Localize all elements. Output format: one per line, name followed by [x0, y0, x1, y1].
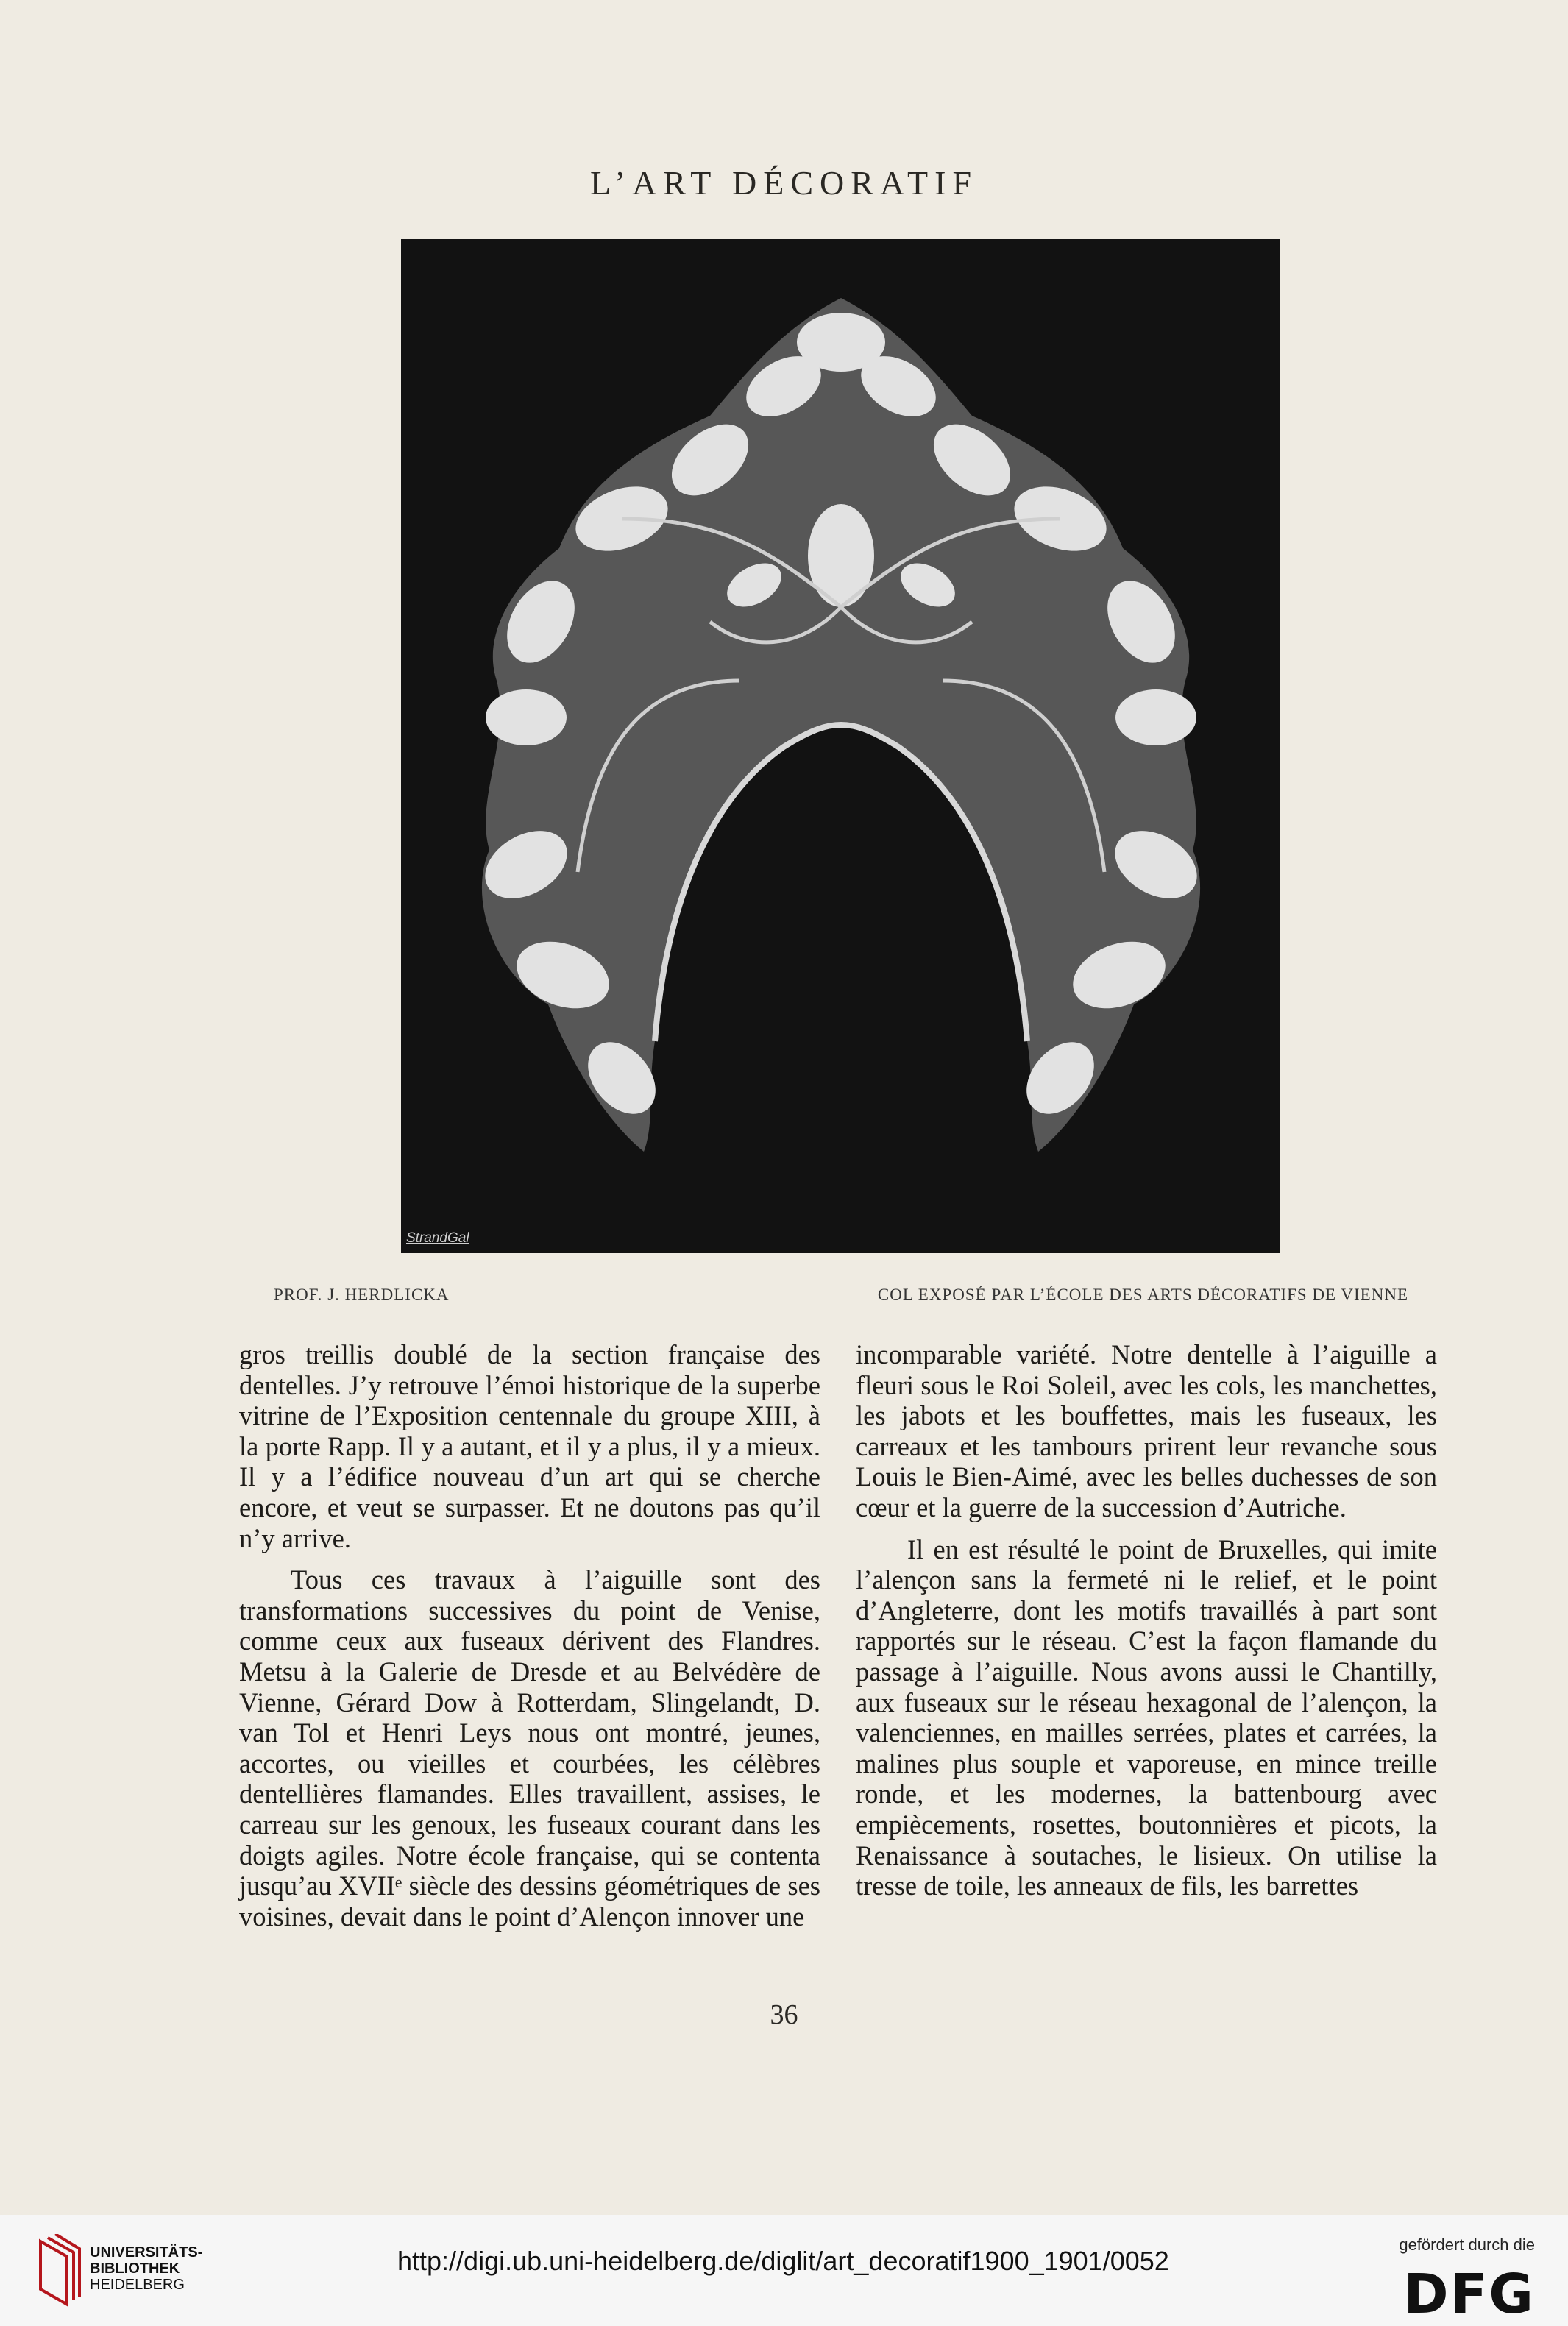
engraver-mark: StrandGal — [406, 1230, 469, 1246]
running-title: L’ART DÉCORATIF — [589, 164, 979, 202]
text-column-right — [856, 1339, 1437, 1901]
library-name-line: UNIVERSITÄTS- — [90, 2244, 203, 2261]
caption-artist: PROF. J. HERDLICKA — [274, 1286, 450, 1304]
library-name-line: HEIDELBERG — [90, 2277, 185, 2293]
dfg-logo: DFG — [1403, 2263, 1535, 2326]
university-library-logo-icon — [37, 2234, 81, 2308]
digitization-footer — [0, 2215, 1568, 2326]
page-number: 36 — [770, 1999, 798, 2030]
paragraph: Il en est résulté le point de Bruxelles, qui imite l’alençon sans la fermeté ni le relief, et le point d’Angleterre, dont les motifs travaillés à part sont rapportés sur le réseau. C’est la façon flamande du passage à l’aiguille. Nous avons aussi le Chantilly, aux fuseaux sur le réseau hexagonal de l’alençon, la valenciennes, en mailles serrées, plates et carrées, la malines plus souple et vaporeuse, en mince treille ronde, et les modernes, la battenbourg avec empiècements, rosettes, boutonnières et picots, la Renaissance à soutaches, le lisieux. On utilise la tresse de toile, les anneaux de fils, les barrettes — [856, 1533, 1437, 1901]
paragraph: gros treillis doublé de la section française des dentelles. J’y retrouve l’émoi historique de la superbe vitrine de l’Exposition centennale du groupe XIII, à la porte Rapp. Il y a autant, et il y a plus, il y a mieux. Il y a l’édifice nouveau d’un art qui se cherche encore, et veut se surpasser. Et ne doutons pas qu’il n’y arrive. — [239, 1339, 820, 1553]
lace-collar-illustration — [401, 239, 1280, 1253]
library-name-line: BIBLIOTHEK — [90, 2261, 180, 2277]
paragraph: incomparable variété. Notre dentelle à l’aiguille a fleuri sous le Roi Soleil, avec les cols, les manchettes, les jabots et les bouffettes, mais les fuseaux, les carreaux et les tambours prirent leur revanche sous Louis le Bien-Aimé, avec les belles duchesses de son cœur et la guerre de la succession d’Autriche. — [856, 1339, 1437, 1522]
permalink[interactable]: http://digi.ub.uni-heidelberg.de/diglit/art_decoratif1900_1901/0052 — [397, 2246, 1169, 2276]
lace-collar-photograph — [401, 239, 1280, 1253]
funding-note: gefördert durch die — [1399, 2235, 1535, 2254]
library-name — [90, 2244, 202, 2293]
paragraph: Tous ces travaux à l’aiguille sont des transformations successives du point de Venise, comme ceux aux fuseaux dérivent des Flandres. Metsu à la Galerie de Dresde et au Belvédère de Vienne, Gérard Dow à Rotterdam, Slingelandt, D. van Tol et Henri Leys nous ont montré, jeunes, accortes, ou vieilles et courbées, les célèbres dentellières flamandes. Elles travaillent, assises, le carreau sur les genoux, les fuseaux courant dans les doigts agiles. Notre école française, qui se contenta jusqu’au XVIIᵉ siècle des dessins géométriques de ses voisines, devait dans le point d’Alençon innover une — [239, 1564, 820, 1932]
text-column-left — [239, 1339, 820, 1932]
caption-title: COL EXPOSÉ PAR L’ÉCOLE DES ARTS DÉCORATIFS DE VIENNE — [877, 1286, 1408, 1304]
